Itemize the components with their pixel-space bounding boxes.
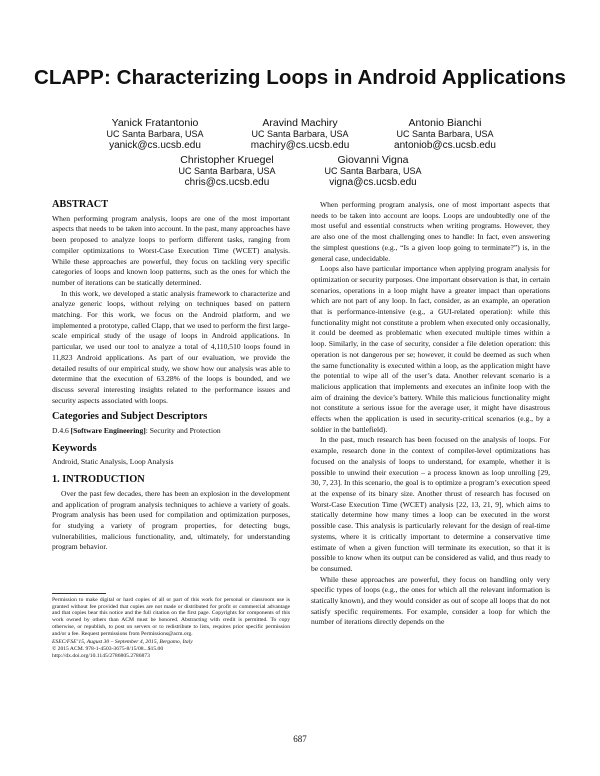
- doi-link[interactable]: http://dx.doi.org/10.1145/2786805.2786873: [52, 652, 150, 659]
- right-column: [311, 200, 550, 628]
- author-affiliation: UC Santa Barbara, USA: [106, 129, 204, 139]
- keywords-text: Android, Static Analysis, Loop Analysis: [52, 457, 174, 467]
- body-paragraph: When performing program analysis, one of most important aspects that needs to be taken into account are loops. Loops are undoubtedly one of the most useful and essential constructs when writing programs. However, they are also one of the most challenging ones to handle: In fact, even answering the simplest questions (e.g., “Is a given loop going to terminate?”) is, in the general case, undecidable.: [311, 200, 550, 263]
- permission-notice: [52, 597, 290, 659]
- category-subject: : Security and Protection: [145, 426, 221, 436]
- author-email: yanick@cs.ucsb.edu: [109, 140, 201, 151]
- abstract-paragraph: When performing program analysis, loops are one of the most important aspects that needs to be taken into account. In the past, many approaches have been proposed to analyze loops to perform different tasks, ranging from compiler optimizations to Worst-Case Execution Time (WCET) analysis. While these approaches are powerful, they focus on tackling very specific categories of loops and known loop patterns, such as the ones for which the number of iterations can be statically determined.: [52, 213, 290, 287]
- author-email: antoniob@cs.ucsb.edu: [394, 140, 496, 151]
- author-name: Aravind Machiry: [262, 117, 338, 129]
- author-block: [360, 117, 530, 151]
- categories-heading: Categories and Subject Descriptors: [52, 411, 208, 423]
- category-code: D.4.6: [52, 426, 69, 436]
- category-name: [Software Engineering]: [70, 426, 146, 436]
- left-column: [52, 200, 290, 553]
- page-number: 687: [293, 734, 307, 744]
- conference-info: ESEC/FSE’15, August 30 – September 4, 2015, Bergamo, Italy: [52, 639, 193, 646]
- paper-title: CLAPP: Characterizing Loops in Android Applications: [33, 66, 567, 89]
- abstract-heading: ABSTRACT: [52, 199, 109, 210]
- author-block: [142, 154, 312, 188]
- author-email: chris@cs.ucsb.edu: [184, 177, 270, 188]
- author-block: [288, 154, 458, 188]
- author-name: Yanick Fratantonio: [111, 117, 199, 129]
- author-name: Christopher Kruegel: [180, 154, 274, 166]
- abstract-paragraph: In this work, we developed a static analysis framework to characterize and analyze generic loops, without relying on techniques based on pattern matching. For this work, we focus on the Android platform, and we implemented a prototype, called Clapp, that we used to perform the first large-scale empirical study of the usage of loops in Android applications. In particular, we used our tool to analyze a total of 4,110,510 loops found in 11,823 Android applications. As part of our evaluation, we provide the detailed results of our empirical study, we show how our analysis was able to determine that the execution of 63.28% of the loops is bounded, and we discuss several interesting insights related to the performance issues and security aspects associated with loops.: [52, 288, 290, 405]
- body-paragraph: While these approaches are powerful, they focus on handling only very specific types of loops (e.g., the ones for which all the relevant information is statically known), and they would consider as out of scope all loops that do not satisfy specific requirements. For example, consider a loop for which the number of iterations directly depends on the: [311, 574, 550, 627]
- author-name: Giovanni Vigna: [337, 154, 409, 166]
- author-email: machiry@cs.ucsb.edu: [250, 140, 350, 151]
- copyright-info: © 2015 ACM. 978-1-4503-3675-8/15/08...$15.00: [52, 645, 164, 652]
- body-paragraph: In the past, much research has been focused on the analysis of loops. For example, research done in the context of compiler-level optimizations has focused on the analysis of loops to understand, for example, whether it is possible to unwind their execution – a process known as loop unrolling [29, 30, 7, 23]. In this scenario, the goal is to optimize a program’s execution speed at the expense of its binary size. Another thrust of research has focused on Worst-Case Execution Time (WCET) analysis [22, 13, 21, 9], which aims to statically determine how many times a loop can be executed in the worst possible case. This analysis is particularly relevant for the design of real-time systems, where it is critically important to determine a conservative time estimate of when a given function will terminate its execution, so that it is possible to know when its output can be considered as valid, and thus ready to be consumed.: [311, 435, 550, 573]
- body-paragraph: Loops also have particular importance when applying program analysis for optimization or security purposes. One important observation is that, in certain scenarios, operations in a loop might have a greater impact than operations which are not part of any loop. In fact, consider, as an example, an operation that is performance-intensive (e.g., a GUI-related operation): while this functionality might not constitute a problem when executed only occasionally, it could be deemed as problematic when executed multiple times within a loop. Similarly, in the case of security, consider a file deletion operation: this operation is not dangerous per se; however, it could be deemed as such when the same functionality is executed within a loop, as the application might have the potential to wipe all of the user’s data. Another relevant scenario is a malicious application that implements and executes an infinite loop with the aim of draining the device’s battery. While this malicious functionality might not constitute a serious issue for the average user, it might have disastrous effects when the application is used in security-critical scenarios (e.g., by a soldier in the battlefield).: [311, 264, 550, 434]
- permission-text: Permission to make digital or hard copies of all or part of this work for personal or classroom use is granted without fee provided that copies are not made or distributed for profit or commercial advantage and that copies bear this notice and the full citation on the first page. Copyrights for components of this work owned by others than ACM must be honored. Abstracting with credit is permitted. To copy otherwise, or republish, to post on servers or to redistribute to lists, requires prior specific permission and/or a fee. Request permissions from Permissions@acm.org.: [52, 597, 290, 637]
- author-affiliation: UC Santa Barbara, USA: [251, 129, 349, 139]
- footnote-rule: [52, 593, 106, 594]
- author-email: vigna@cs.ucsb.edu: [329, 177, 417, 188]
- author-affiliation: UC Santa Barbara, USA: [178, 166, 276, 176]
- author-name: Antonio Bianchi: [408, 117, 482, 129]
- author-affiliation: UC Santa Barbara, USA: [396, 129, 494, 139]
- introduction-paragraph: Over the past few decades, there has been an explosion in the development and application of program analysis techniques to achieve a variety of goals. Program analysis has been used for compilation and optimization purposes, for studying a variety of program properties, for detecting bugs, vulnerabilities, malicious functionality, and, ultimately, for understanding program behavior.: [52, 488, 290, 552]
- keywords-heading: Keywords: [52, 442, 97, 454]
- author-affiliation: UC Santa Barbara, USA: [324, 166, 422, 176]
- categories-text: [52, 426, 290, 437]
- introduction-heading: 1. INTRODUCTION: [52, 474, 145, 486]
